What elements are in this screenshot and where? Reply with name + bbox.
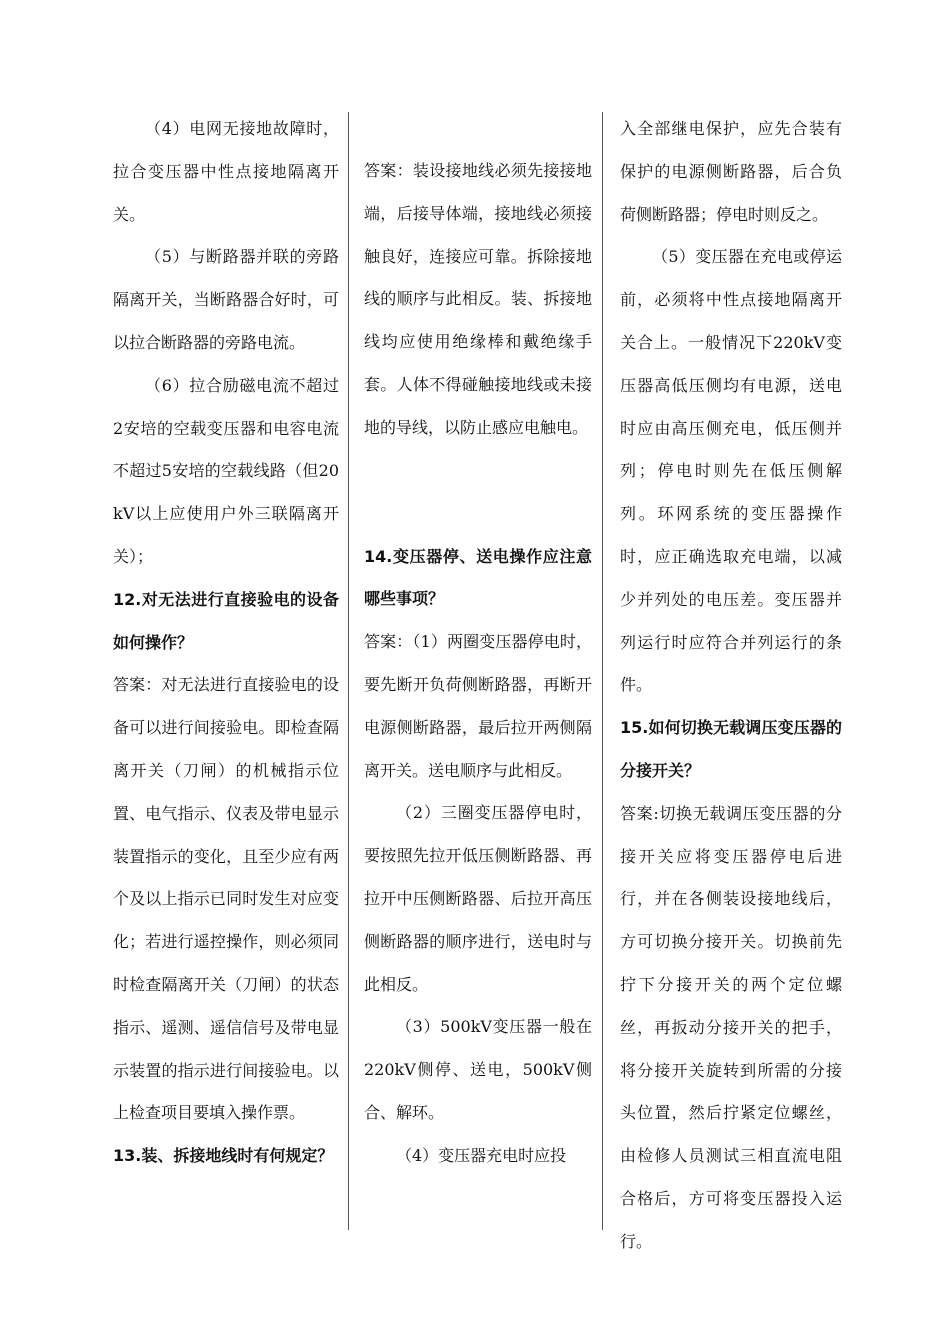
answer-14-part-4-continued: 入全部继电保护，应先合装有保护的电源侧断路器，后合负荷侧断路器；停电时则反之。: [620, 119, 842, 224]
paragraph: （5）与断路器并联的旁路隔离开关，当断路器合好时，可以拉合断路器的旁路电流。: [113, 247, 339, 352]
answer-14-part-2: （2）三圈变压器停电时，要按照先拉开低压侧断路器、再拉开中压侧断路器、后拉开高压侧断路器的顺序进行，送电时与此相反。: [364, 803, 592, 994]
paragraph: （6）拉合励磁电流不超过2安培的空载变压器和电容电流不超过5安培的空载线路（但20kV以上应使用户外三联隔离开关）；: [113, 375, 339, 566]
spacer: [364, 108, 592, 150]
paragraph: （4）电网无接地故障时，拉合变压器中性点接地隔离开关。: [113, 119, 339, 224]
column-divider: [602, 112, 603, 1230]
column-1: [113, 108, 339, 1178]
column-3: [620, 108, 842, 1264]
answer-15: 答案:切换无载调压变压器的分接开关应将变压器停电后进行，并在各侧装设接地线后，方可切换分接开关。切换前先拧下分接开关的两个定位螺丝，再扳动分接开关的把手，将分接开关旋转到所需的分接头位置，然后拧紧定位螺丝，由检修人员测试三相直流电阻合格后，方可将变压器投入运行。: [620, 803, 842, 1251]
answer-14-part-5: （5）变压器在充电或停运前，必须将中性点接地隔离开关合上。一般情况下220kV变压器高低压侧均有电源，送电时应由高压侧充电，低压侧并列；停电时则先在低压侧解列。环网系统的变压器操作时，应正确选取充电端，以减少并列处的电压差。变压器并列运行时应符合并列运行的条件。: [620, 247, 842, 695]
answer-13: 答案：装设接地线必须先接接地端，后接导体端，接地线必须接触良好，连接应可靠。拆除接地线的顺序与此相反。装、拆接地线均应使用绝缘棒和戴绝缘手套。人体不得碰触接地线或未接地的导线，以防止感应电触电。: [364, 161, 592, 437]
question-heading-12: 12.对无法进行直接验电的设备如何操作？: [113, 589, 339, 652]
answer-14-part-4: （4）变压器充电时应投: [396, 1145, 567, 1165]
column-divider: [348, 112, 349, 1230]
spacer: [364, 450, 592, 536]
question-heading-15: 15.如何切换无载调压变压器的分接开关？: [620, 718, 842, 780]
answer-14-part-1: 答案：（1）两圈变压器停电时，要先断开负荷侧断路器，再断开电源侧断路器，最后拉开两侧隔离开关。送电顺序与此相反。: [364, 632, 592, 780]
question-heading-13: 13.装、拆接地线时有何规定？: [113, 1146, 334, 1166]
question-heading-14: 14.变压器停、送电操作应注意哪些事项？: [364, 546, 592, 609]
column-2: [364, 108, 592, 1178]
answer-14-part-3: （3）500kV变压器一般在220kV侧停、送电，500kV侧合、解环。: [364, 1017, 592, 1122]
answer-12: 答案：对无法进行直接验电的设备可以进行间接验电。即检查隔离开关（刀闸）的机械指示位置、电气指示、仪表及带电显示装置指示的变化，且至少应有两个及以上指示已同时发生对应变化；若进行遥控操作，则必须同时检查隔离开关（刀闸）的状态指示、遥测、遥信信号及带电显示装置的指示进行间接验电。以上检查项目要填入操作票。: [113, 675, 339, 1123]
